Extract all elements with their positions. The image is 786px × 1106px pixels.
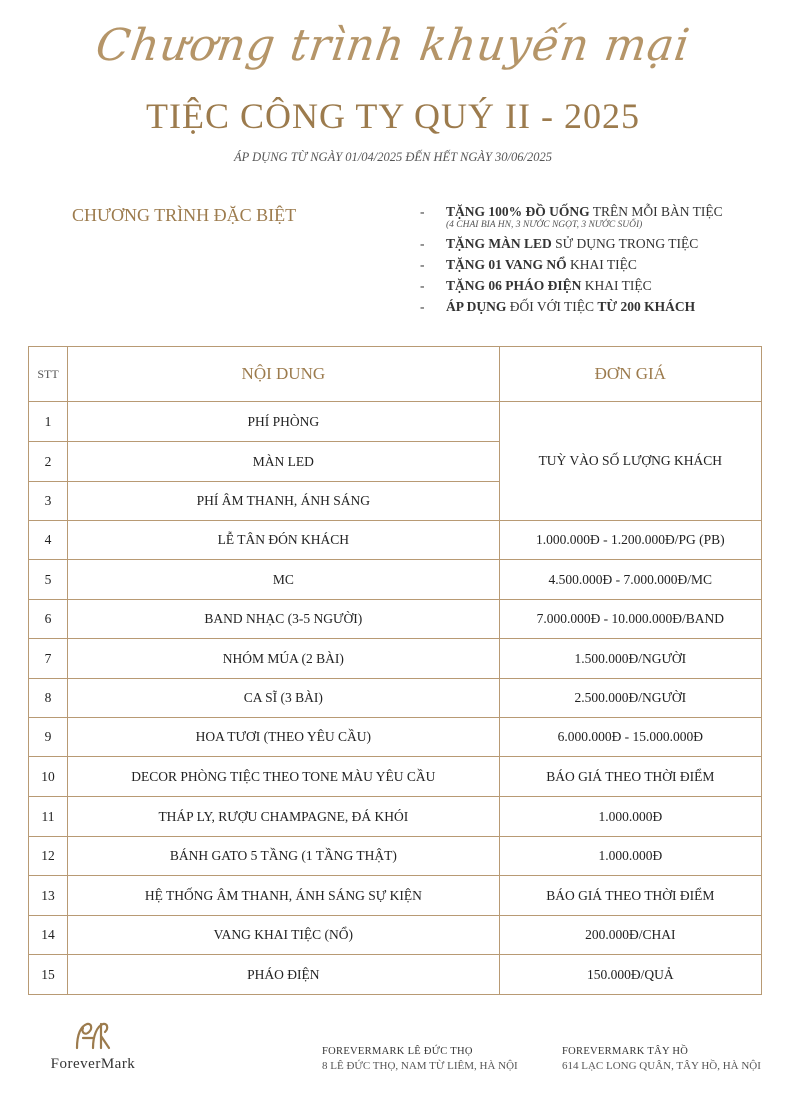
table-row xyxy=(29,876,762,916)
row-stt: 6 xyxy=(29,600,68,639)
row-content: THÁP LY, RƯỢU CHAMPAGNE, ĐÁ KHÓI xyxy=(68,797,500,837)
row-content: MC xyxy=(68,560,500,600)
row-stt: 10 xyxy=(29,757,68,797)
row-content: BÁNH GATO 5 TẦNG (1 TẦNG THẬT) xyxy=(68,837,500,876)
row-stt: 8 xyxy=(29,679,68,718)
table-row xyxy=(29,679,762,718)
branch-name: FOREVERMARK LÊ ĐỨC THỌ xyxy=(322,1046,473,1057)
special-program-title: CHƯƠNG TRÌNH ĐẶC BIỆT xyxy=(72,205,297,225)
row-content: HOA TƯƠI (THEO YÊU CẦU) xyxy=(68,718,500,757)
row-stt: 7 xyxy=(29,639,68,679)
branch-tay-ho xyxy=(562,1046,761,1072)
row-price: 6.000.000Đ - 15.000.000Đ xyxy=(499,718,761,757)
row-stt: 9 xyxy=(29,718,68,757)
header-price: ĐƠN GIÁ xyxy=(499,347,761,402)
table-row xyxy=(29,402,762,442)
perk-note: (4 CHAI BIA HN, 3 NƯỚC NGỌT, 3 NƯỚC SUỐI) xyxy=(446,220,643,230)
row-content: CA SĨ (3 BÀI) xyxy=(68,679,500,718)
row-stt: 11 xyxy=(29,797,68,837)
table-row xyxy=(29,797,762,837)
price-table xyxy=(28,346,762,995)
header-content: NỘI DUNG xyxy=(68,347,500,402)
row-content: DECOR PHÒNG TIỆC THEO TONE MÀU YÊU CẦU xyxy=(68,757,500,797)
branch-address: 8 LÊ ĐỨC THỌ, NAM TỪ LIÊM, HÀ NỘI xyxy=(322,1060,518,1072)
table-row xyxy=(29,560,762,600)
table-row xyxy=(29,837,762,876)
table-row xyxy=(29,955,762,995)
perk-item: - TẶNG 01 VANG NỔ KHAI TIỆC xyxy=(420,257,637,272)
row-content: LỄ TÂN ĐÓN KHÁCH xyxy=(68,521,500,560)
row-content: PHÁO ĐIỆN xyxy=(68,955,500,995)
row-price: 200.000Đ/CHAI xyxy=(499,916,761,955)
row-content: PHÍ ÂM THANH, ÁNH SÁNG xyxy=(68,482,500,521)
branch-le-duc-tho xyxy=(322,1046,518,1072)
row-price: BÁO GIÁ THEO THỜI ĐIỂM xyxy=(499,876,761,916)
brand-name: ForeverMark xyxy=(50,1056,136,1072)
row-price: 150.000Đ/QUẢ xyxy=(499,955,761,995)
branch-name: FOREVERMARK TÂY HỒ xyxy=(562,1046,689,1057)
row-content: NHÓM MÚA (2 BÀI) xyxy=(68,639,500,679)
row-stt: 4 xyxy=(29,521,68,560)
row-price: 1.000.000Đ xyxy=(499,797,761,837)
table-row xyxy=(29,521,762,560)
row-price: 1.000.000Đ xyxy=(499,837,761,876)
perk-item: - TẶNG MÀN LED SỬ DỤNG TRONG TIỆC xyxy=(420,236,699,251)
row-content: MÀN LED xyxy=(68,442,500,482)
row-stt: 13 xyxy=(29,876,68,916)
perk-item: - TẶNG 06 PHÁO ĐIỆN KHAI TIỆC xyxy=(420,278,652,293)
perk-item: - TẶNG 100% ĐỒ UỐNG TRÊN MỖI BÀN TIỆC (4 CHAI BIA HN, 3 NƯỚC NGỌT, 3 NƯỚC SUỐI) xyxy=(420,203,770,231)
row-content: VANG KHAI TIỆC (NỔ) xyxy=(68,916,500,955)
page-title: TIỆC CÔNG TY QUÝ II - 2025 xyxy=(146,96,640,136)
header-stt: STT xyxy=(29,347,68,402)
table-row xyxy=(29,639,762,679)
row-price-merged: TUỲ VÀO SỐ LƯỢNG KHÁCH xyxy=(499,402,761,521)
row-stt: 1 xyxy=(29,402,68,442)
row-price: BÁO GIÁ THEO THỜI ĐIỂM xyxy=(499,757,761,797)
monogram-icon xyxy=(71,1020,115,1052)
row-content: BAND NHẠC (3-5 NGƯỜI) xyxy=(68,600,500,639)
row-stt: 5 xyxy=(29,560,68,600)
table-row xyxy=(29,757,762,797)
row-content: HỆ THỐNG ÂM THANH, ÁNH SÁNG SỰ KIỆN xyxy=(68,876,500,916)
row-stt: 12 xyxy=(29,837,68,876)
branch-address: 614 LẠC LONG QUÂN, TÂY HỒ, HÀ NỘI xyxy=(562,1060,761,1072)
row-stt: 14 xyxy=(29,916,68,955)
row-price: 1.500.000Đ/NGƯỜI xyxy=(499,639,761,679)
table-header-row xyxy=(29,347,762,402)
row-price: 1.000.000Đ - 1.200.000Đ/PG (PB) xyxy=(499,521,761,560)
table-row xyxy=(29,718,762,757)
perk-item: - ÁP DỤNG ĐỐI VỚI TIỆC TỪ 200 KHÁCH xyxy=(420,299,696,314)
row-stt: 2 xyxy=(29,442,68,482)
row-stt: 15 xyxy=(29,955,68,995)
date-range-subtitle: ÁP DỤNG TỪ NGÀY 01/04/2025 ĐẾN HẾT NGÀY 30/06/2025 xyxy=(233,150,553,164)
perk-list xyxy=(420,203,770,319)
row-stt: 3 xyxy=(29,482,68,521)
row-price: 4.500.000Đ - 7.000.000Đ/MC xyxy=(499,560,761,600)
row-content: PHÍ PHÒNG xyxy=(68,402,500,442)
script-title: Chương trình khuyến mại xyxy=(92,20,694,71)
row-price: 7.000.000Đ - 10.000.000Đ/BAND xyxy=(499,600,761,639)
table-row xyxy=(29,916,762,955)
forevermark-logo xyxy=(38,1020,148,1073)
row-price: 2.500.000Đ/NGƯỜI xyxy=(499,679,761,718)
table-row xyxy=(29,600,762,639)
